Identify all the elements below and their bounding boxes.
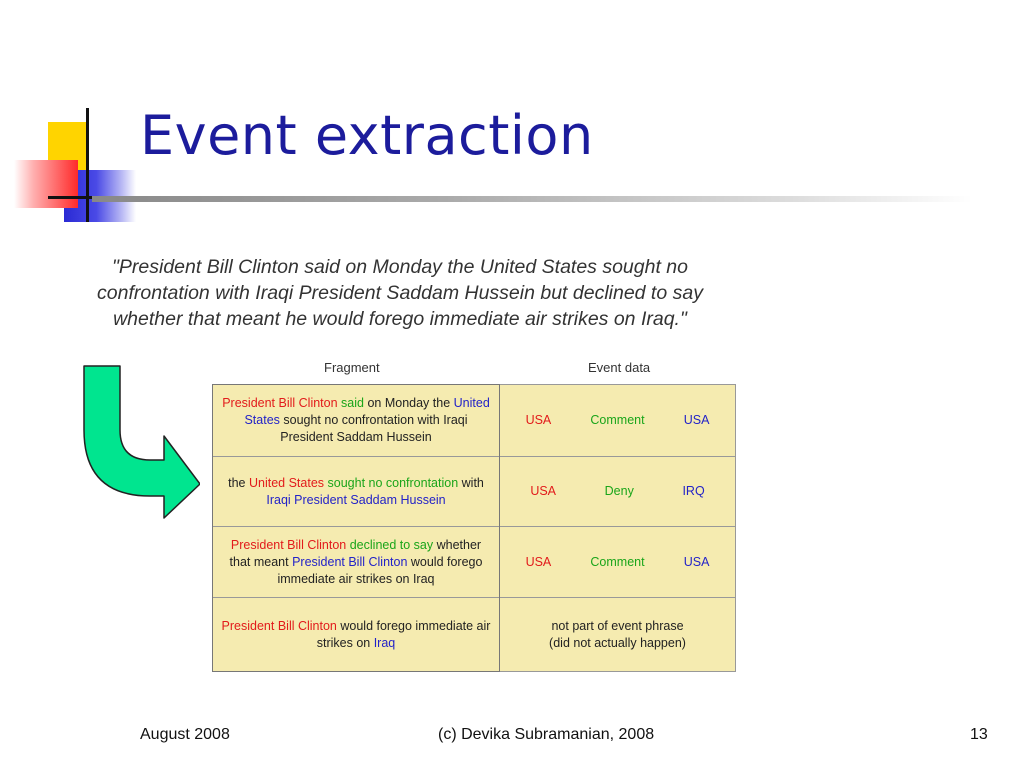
event-value: IRQ bbox=[682, 484, 705, 498]
fragment-segment: Iraq bbox=[373, 635, 396, 650]
fragment-segment: Iraqi President Saddam Hussein bbox=[266, 492, 446, 507]
slide-title: Event extraction bbox=[140, 104, 594, 167]
fragment-segment: on Monday the bbox=[363, 396, 454, 410]
fragment-text bbox=[219, 618, 493, 652]
event-cell bbox=[500, 598, 735, 671]
event-value: USA bbox=[683, 413, 710, 427]
footer-page-number: 13 bbox=[970, 726, 988, 743]
fragment-segment: the bbox=[228, 475, 249, 490]
event-value: USA bbox=[683, 554, 710, 569]
fragment-segment: President Bill Clinton bbox=[230, 537, 347, 552]
fragment-segment: President Bill Clinton bbox=[292, 554, 408, 569]
deco-red-square bbox=[14, 160, 78, 208]
fragment-text bbox=[219, 475, 493, 509]
event-value: USA bbox=[525, 413, 552, 427]
fragment-segment: would forego immediate air strikes on bbox=[316, 618, 491, 650]
event-cell bbox=[500, 385, 735, 457]
event-value: Comment bbox=[590, 413, 645, 427]
fragment-segment: President Bill Clinton bbox=[222, 396, 338, 410]
fragment-cell bbox=[213, 527, 499, 598]
event-data-header: Event data bbox=[588, 360, 651, 375]
fragment-text bbox=[219, 537, 493, 588]
event-cell bbox=[500, 457, 735, 527]
fragment-text bbox=[219, 395, 493, 446]
source-quote: "President Bill Clinton said on Monday the United States sought no confrontation with Iraqi President Saddam Hussein but declined to say whether that meant he would forego immediate air strikes on Iraq." bbox=[97, 256, 703, 330]
event-note-line: not part of event phrase bbox=[551, 618, 684, 633]
fragment-segment: United States bbox=[244, 396, 490, 427]
fragment-cell bbox=[213, 457, 499, 527]
fragment-header: Fragment bbox=[324, 360, 380, 375]
fragment-column bbox=[212, 384, 500, 672]
footer-copyright: (c) Devika Subramanian, 2008 bbox=[438, 726, 655, 743]
fragment-segment: said bbox=[341, 396, 364, 410]
event-value: USA bbox=[525, 554, 552, 569]
fragment-segment: President Bill Clinton bbox=[221, 618, 337, 633]
fragment-segment: with bbox=[458, 475, 484, 490]
fragment-segment: sought no confrontation bbox=[327, 475, 459, 490]
deco-vertical-line bbox=[86, 108, 89, 222]
fragment-cell bbox=[213, 385, 499, 457]
event-cell bbox=[500, 527, 735, 598]
curved-down-right-arrow-icon bbox=[80, 360, 200, 520]
fragment-segment: whether that meant bbox=[229, 537, 482, 569]
event-data-column bbox=[500, 384, 736, 672]
event-note bbox=[549, 618, 686, 652]
fragment-segment: declined to say bbox=[349, 537, 434, 552]
fragment-cell bbox=[213, 598, 499, 671]
title-underline bbox=[92, 196, 972, 202]
fragment-segment: would forego immediate air strikes on Iraq bbox=[277, 554, 483, 586]
fragment-segment: United States bbox=[248, 475, 325, 490]
event-note-line: (did not actually happen) bbox=[549, 635, 686, 650]
footer-date: August 2008 bbox=[140, 726, 230, 743]
fragment-segment: sought no confrontation with Iraqi President Saddam Hussein bbox=[279, 413, 468, 444]
event-value: USA bbox=[530, 484, 557, 498]
event-value: Deny bbox=[604, 484, 634, 498]
event-value: Comment bbox=[590, 554, 645, 569]
